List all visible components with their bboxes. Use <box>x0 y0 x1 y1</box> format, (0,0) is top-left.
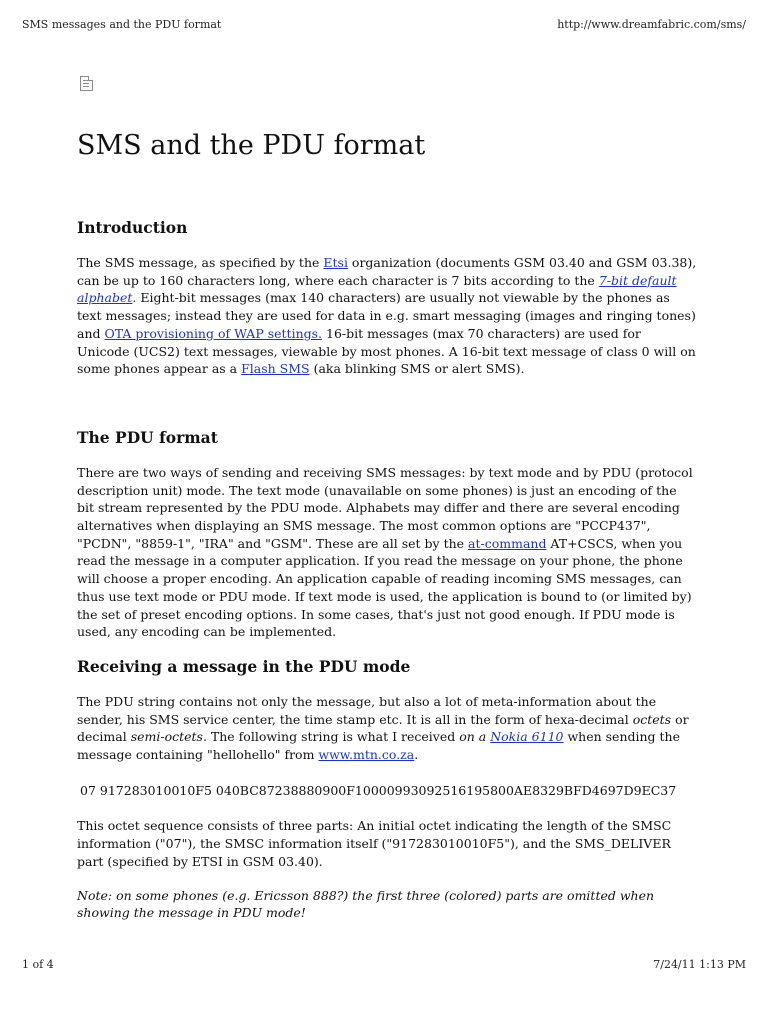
nokia-6110-link[interactable]: Nokia 6110 <box>490 729 564 745</box>
section-heading-introduction: Introduction <box>77 218 188 237</box>
7bit-alphabet-link[interactable]: 7-bit default alphabet <box>77 272 677 306</box>
print-footer <box>22 958 746 974</box>
octet-sequence-paragraph: This octet sequence consists of three parts: An initial octet indicating the length of the SMSC information ("07"), the SMSC information itself ("917283010010F5"), and the SMS_DELIVER part (specified by ETSI in GSM 03.40). <box>77 818 672 869</box>
print-header-title: SMS messages and the PDU format <box>22 18 222 31</box>
page-number: 1 of 4 <box>22 958 54 971</box>
mtn-link[interactable]: www.mtn.co.za <box>318 747 415 763</box>
flash-sms-link[interactable]: Flash SMS <box>241 361 310 377</box>
at-command-link[interactable]: at-command <box>468 535 547 551</box>
note-paragraph: Note: on some phones (e.g. Ericsson 888?) the first three (colored) parts are omitted when showing the message in PDU mode! <box>77 887 655 921</box>
print-header <box>22 18 746 34</box>
section-heading-receiving: Receiving a message in the PDU mode <box>77 656 411 676</box>
intro-paragraph: The SMS message, as specified by the Etsi organization (documents GSM 03.40 and GSM 03.38), can be up to 160 characters long, where each character is 7 bits according to the 7-bit default alphabet. Eight-bit messages (max 140 characters) are usually not viewable by the phones as text messages; instead they are used for data in e.g. smart messaging (images and ringing tones) and OTA provisioning of WAP settings. 16-bit messages (max 70 characters) are used for Unicode (UCS2) text messages, viewable by most phones. A 16-bit text message of class 0 will on some phones appear as a Flash SMS (aka blinking SMS or alert SMS). <box>77 255 697 377</box>
pdu-string: 07 917283010010F5 040BC87238880900F10000993092516195800AE8329BFD4697D9EC37 <box>80 782 677 798</box>
document-body <box>77 128 697 922</box>
page-title: SMS and the PDU format <box>77 130 426 161</box>
pdu-format-paragraph: There are two ways of sending and receiving SMS messages: by text mode and by PDU (protocol description unit) mode. The text mode (unavailable on some phones) is just an encoding of the bit stream represented by the PDU mode. Alphabets may differ and there are several encoding alternatives when displaying an SMS message. The most common options are "PCCP437", "PCDN", "8859-1", "IRA" and "GSM". These are all set by the at-command AT+CSCS, when you read the message in a computer application. If you read the message on your phone, the phone will choose a proper encoding. An application capable of reading incoming SMS messages, can thus use text mode or PDU mode. If text mode is used, the application is bound to (or limited by) the set of preset encoding options. In some cases, that's just not good enough. If PDU mode is used, any encoding can be implemented. <box>77 464 693 640</box>
ota-provisioning-link[interactable]: OTA provisioning of WAP settings. <box>104 325 323 341</box>
section-heading-pdu-format: The PDU format <box>77 427 218 447</box>
print-header-url: http://www.dreamfabric.com/sms/ <box>557 18 746 31</box>
broken-image-icon <box>80 76 94 92</box>
receiving-paragraph: The PDU string contains not only the message, but also a lot of meta-information about the sender, his SMS service center, the time stamp etc. It is all in the form of hexa-decimal octets or decimal semi-octets. The following string is what I received on a Nokia 6110 when sending the message containing "hellohello" from www.mtn.co.za. <box>77 693 689 763</box>
print-datetime: 7/24/11 1:13 PM <box>653 958 746 971</box>
etsi-link[interactable]: Etsi <box>323 255 348 270</box>
